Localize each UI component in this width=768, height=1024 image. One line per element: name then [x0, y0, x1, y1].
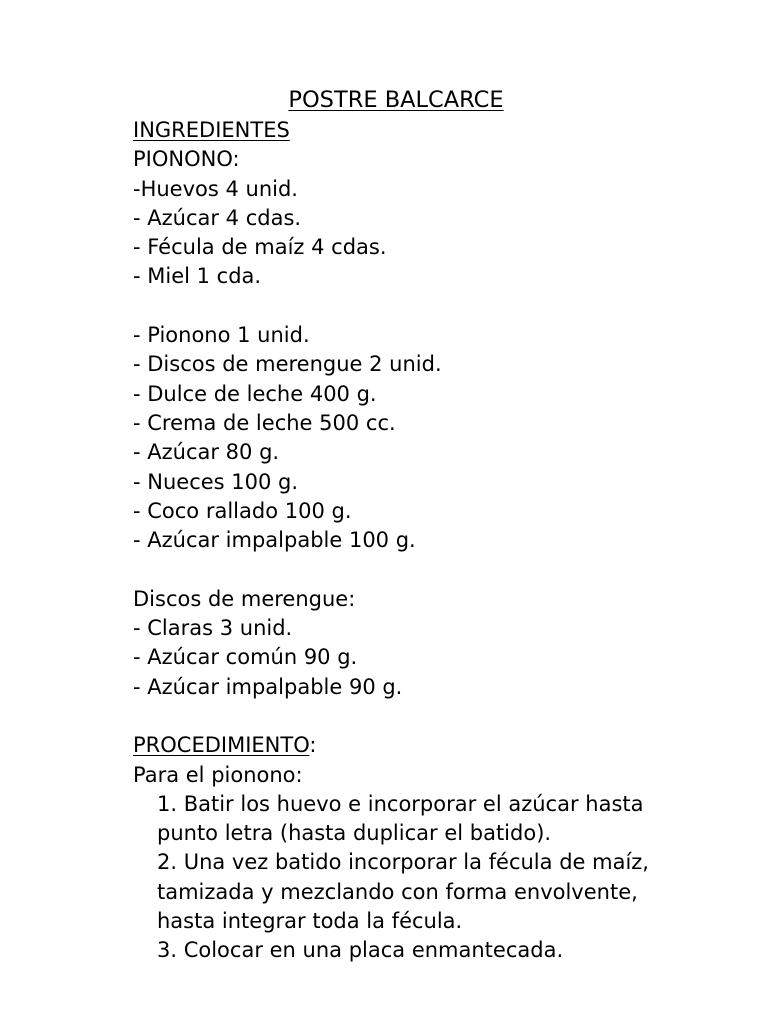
- merengue-item: - Azúcar común 90 g.: [133, 645, 358, 670]
- pionono-item: -Huevos 4 unid.: [133, 176, 298, 201]
- ingredient-item: - Pionono 1 unid.: [133, 323, 310, 348]
- procedure-steps: [133, 790, 693, 966]
- ingredients-heading: INGREDIENTES: [133, 118, 290, 142]
- spacer: [133, 555, 693, 584]
- spacer: [133, 702, 693, 731]
- ingredient-item: - Coco rallado 100 g.: [133, 498, 352, 523]
- pionono-item: - Fécula de maíz 4 cdas.: [133, 235, 387, 260]
- recipe-body: [133, 116, 693, 966]
- ingredient-item: - Dulce de leche 400 g.: [133, 381, 377, 406]
- pionono-item: - Miel 1 cda.: [133, 264, 262, 289]
- procedure-step: 3. Colocar en una placa enmantecada.: [157, 938, 564, 963]
- pionono-procedure-heading: Para el pionono:: [133, 762, 303, 787]
- merengue-heading: Discos de merengue:: [133, 586, 356, 611]
- procedure-heading: PROCEDIMIENTO: [133, 733, 310, 758]
- procedure-step: 1. Batir los huevo e incorporar el azúcar hasta punto letra (hasta duplicar el batido).: [157, 791, 644, 846]
- ingredient-item: - Crema de leche 500 cc.: [133, 410, 396, 435]
- pionono-heading: PIONONO:: [133, 147, 240, 172]
- merengue-item: - Claras 3 unid.: [133, 616, 293, 641]
- procedure-heading-line: [133, 731, 693, 760]
- ingredient-item: - Azúcar impalpable 100 g.: [133, 528, 416, 553]
- ingredient-item: - Nueces 100 g.: [133, 469, 299, 494]
- procedure-step: 2. Una vez batido incorporar la fécula de maíz, tamizada y mezclando con forma envolvente, hasta integrar toda la fécula.: [157, 850, 649, 934]
- pionono-item: - Azúcar 4 cdas.: [133, 205, 302, 230]
- procedure-heading-colon: :: [309, 733, 317, 758]
- ingredient-item: - Azúcar 80 g.: [133, 440, 280, 465]
- spacer: [133, 292, 693, 321]
- recipe-title: POSTRE BALCARCE: [288, 87, 504, 113]
- ingredient-item: - Discos de merengue 2 unid.: [133, 352, 442, 377]
- merengue-item: - Azúcar impalpable 90 g.: [133, 674, 403, 699]
